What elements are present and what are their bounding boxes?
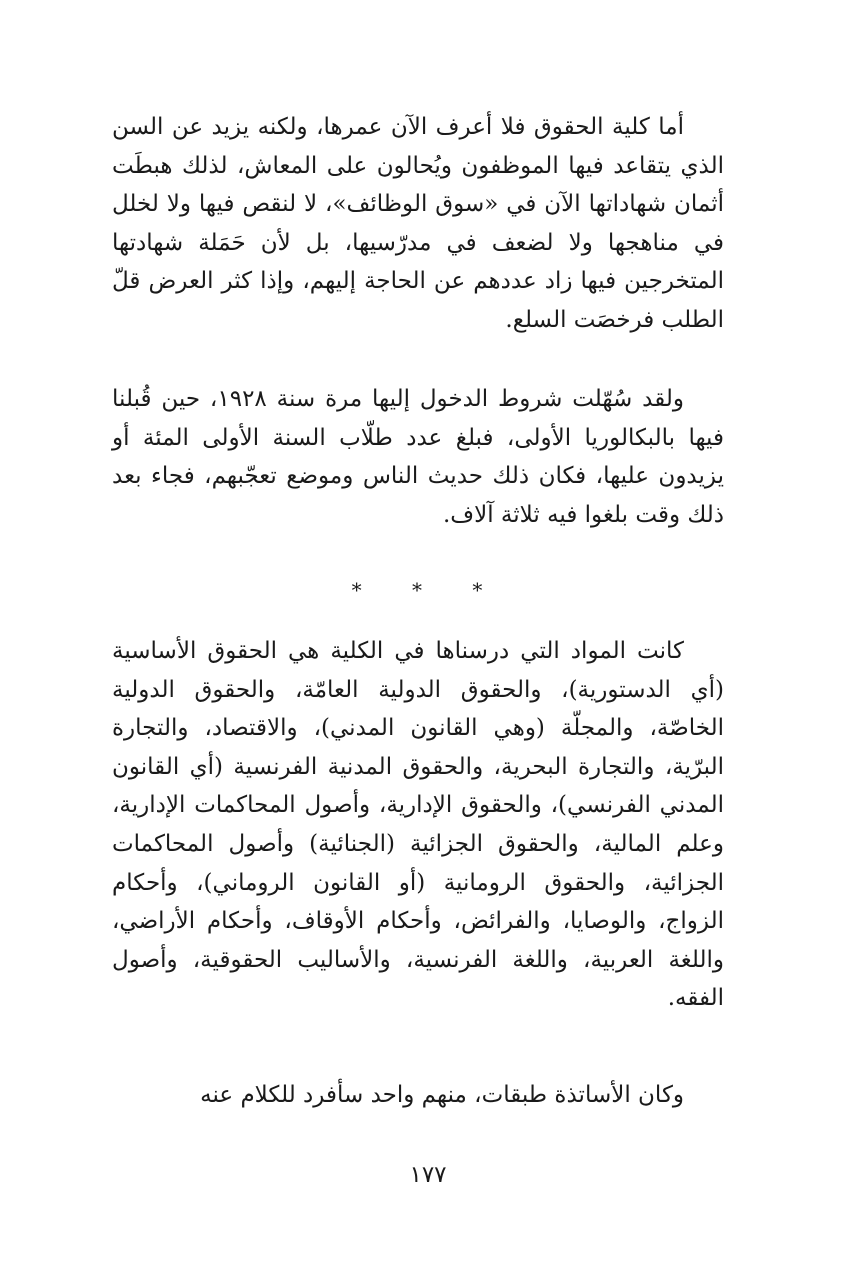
text-block-2 <box>112 380 724 534</box>
page-number: ١٧٧ <box>409 1162 447 1188</box>
paragraph-1: أما كلية الحقوق فلا أعرف الآن عمرها، ولكنه يزيد عن السن الذي يتقاعد فيها الموظفون ويُحالون على المعاش، لذلك هبطَت أثمان شهاداتها الآن في «سوق الوظائف»، لا لنقص فيها ولا لخلل في مناهجها ولا لضعف في مدرّسيها، بل لأن حَمَلة شهادتها المتخرجين فيها زاد عددهم عن الحاجة إليهم، وإذا كثر العرض قلّ الطلب فرخصَت السلع. <box>112 114 724 333</box>
section-separator: * * * <box>351 578 505 602</box>
text-block-4 <box>112 1076 724 1115</box>
text-block-3 <box>112 632 724 1018</box>
text-block-1 <box>112 108 724 340</box>
paragraph-2: ولقد سُهّلت شروط الدخول إليها مرة سنة ١٩٢٨، حين قُبلنا فيها بالبكالوريا الأولى، فبلغ عدد طلّاب السنة الأولى المئة أو يزيدون عليها، فكان ذلك حديث الناس وموضع تعجّبهم، فجاء بعد ذلك وقت بلغوا فيه ثلاثة آلاف. <box>112 386 724 528</box>
paragraph-3: كانت المواد التي درسناها في الكلية هي الحقوق الأساسية (أي الدستورية)، والحقوق الدولية العامّة، والحقوق الدولية الخاصّة، والمجلّة (وهي القانون المدني)، والاقتصاد، والتجارة البرّية، والتجارة البحرية، والحقوق المدنية الفرنسية (أي القانون المدني الفرنسي)، والحقوق الإدارية، وأصول المحاكمات الإدارية، وعلم المالية، والحقوق الجزائية (الجنائية) وأصول المحاكمات الجزائية، والحقوق الرومانية (أو القانون الروماني)، وأحكام الزواج، والوصايا، والفرائض، وأحكام الأوقاف، وأحكام الأراضي، واللغة العربية، واللغة الفرنسية، والأساليب الحقوقية، وأصول الفقه. <box>112 638 724 1012</box>
paragraph-4: وكان الأساتذة طبقات، منهم واحد سأفرد للكلام عنه <box>200 1082 684 1108</box>
